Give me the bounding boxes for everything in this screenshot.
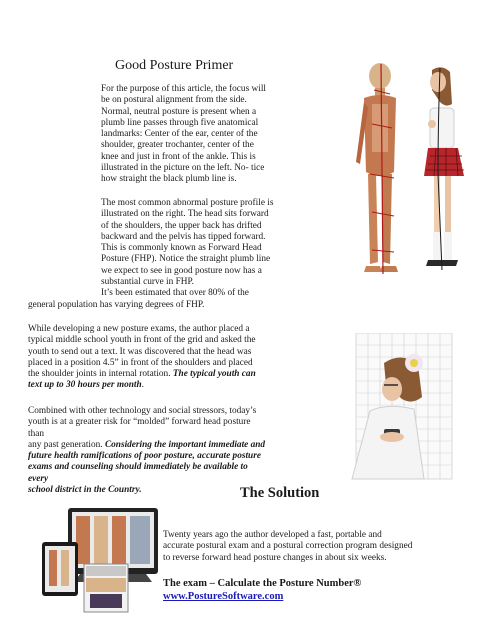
youth-paragraph: While developing a new posture exams, the author placed a typical middle school youth in front of the grid and asked the youth to send out a text. It was discovered that the head was placed in a position 4.5” in front of the shoulders and placed the shoulder joints in internal rotation. The typical youth can text up to 30 hours per month. [28, 324, 256, 391]
anatomy-figure-image [350, 62, 410, 282]
exam-callout: The exam – Calculate the Posture Number® [163, 578, 362, 589]
girl-side-profile-image [412, 64, 472, 282]
solution-heading: The Solution [240, 485, 320, 501]
texting-youth-image [326, 333, 456, 483]
fhp-paragraph: The most common abnormal posture profile is illustrated on the right. The head sits forward of the shoulders, the upper back has drifted backward and the pelvis has tipped forward. This is commonly known as Forward Head Posture (FHP). Notice the straight plumb line we expect to see in good posture now has a substantial curve in FHP. It’s been estimated that over 80% of the [101, 198, 274, 299]
website-link[interactable]: www.PostureSoftware.com [163, 591, 284, 602]
solution-paragraph: Twenty years ago the author developed a fast, portable and accurate postural exam and a postural correction program designed to reverse forward head posture changes in about six weeks. [163, 530, 413, 563]
risk-paragraph: Combined with other technology and social stressors, today’s youth is at a greater risk for “molded” forward head posture than any past generation. Considering the important immediate and future health ramifications of poor posture, accurate posture exams and counseling should immediately be available to every school district in the Country. [28, 406, 266, 496]
fhp-paragraph-last-line: general population has varying degrees of FHP. [28, 300, 205, 310]
intro-paragraph: For the purpose of this article, the focus will be on postural alignment from the side. Normal, neutral posture is present when a plumb line passes through five anatomical landmarks: Center of the ear, center of the shoulder, greater trochanter, center of the knee and just in front of the ankle. This is illustrated in the picture on the left. No- tice how straight the black plumb line is. [101, 84, 266, 185]
page-title: Good Posture Primer [115, 58, 234, 73]
posture-software-image [40, 506, 160, 614]
